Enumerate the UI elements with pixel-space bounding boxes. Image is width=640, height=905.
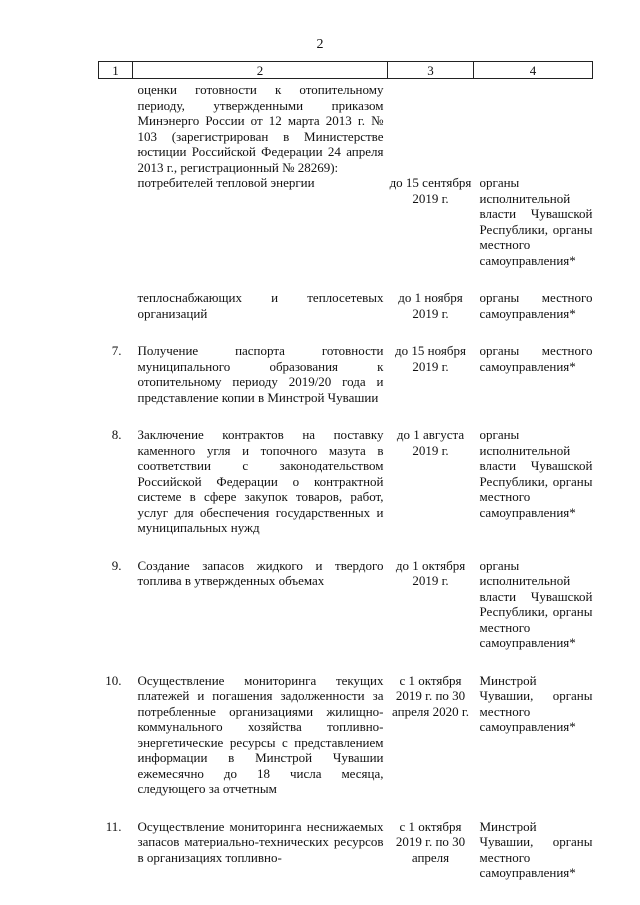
- row-executors: органы исполнительной власти Чувашской Республики, органы местного самоуправления*: [479, 427, 593, 520]
- row-deadline: до 15 ноября 2019 г.: [395, 343, 466, 374]
- row-description: Осуществление мониторинга текущих платежей и погашения задолженности за потребленные организациями жилищно-коммунального хозяйства топливно-энергетические ресурсы с представлением информации в Минстрой Чувашии ежемесячно до 18 числа месяца, следующего за отчетным: [137, 672, 384, 796]
- table-row: [99, 79, 593, 176]
- row-spacer: [99, 536, 593, 558]
- row-deadline: до 1 ноября 2019 г.: [398, 290, 463, 321]
- row-executors: органы исполнительной власти Чувашской Республики, органы местного самоуправления*: [479, 557, 593, 650]
- table-row: [99, 290, 593, 321]
- row-deadline: до 1 августа 2019 г.: [396, 427, 465, 458]
- row-deadline: до 1 октября 2019 г.: [395, 557, 466, 588]
- row-number: 10.: [105, 672, 122, 688]
- row-deadline: до 15 сентября 2019 г.: [389, 175, 472, 206]
- table-row: [99, 558, 593, 651]
- row-number: [99, 79, 133, 176]
- row-deadline: с 1 октября 2019 г. по 30 апреля 2020 г.: [392, 672, 469, 719]
- column-header-1: 1: [99, 62, 133, 79]
- row-spacer: [99, 651, 593, 673]
- column-header-3: 3: [388, 62, 474, 79]
- row-description: теплоснабжающих и теплосетевых организаций: [137, 290, 384, 321]
- page-number: 2: [316, 37, 324, 52]
- table-header-row: [99, 62, 593, 79]
- row-description: Осуществление мониторинга неснижаемых запасов материально-технических ресурсов в организациях топливно-: [137, 818, 384, 865]
- row-executors: [474, 79, 593, 176]
- row-number: [99, 290, 133, 321]
- row-deadline: с 1 октября 2019 г. по 30 апреля: [395, 818, 466, 865]
- row-executors: органы исполнительной власти Чувашской Республики, органы местного самоуправления*: [479, 175, 593, 268]
- row-executors: органы местного самоуправления*: [479, 343, 593, 374]
- row-executors: Минстрой Чувашии, органы местного самоуправления*: [479, 818, 593, 880]
- row-spacer: [99, 268, 593, 290]
- row-spacer: [99, 321, 593, 343]
- row-number: 7.: [111, 343, 122, 358]
- activities-table: [98, 61, 593, 881]
- row-number: 9.: [111, 557, 122, 573]
- table-row: [99, 175, 593, 268]
- row-number: 11.: [105, 818, 122, 834]
- table-row: [99, 427, 593, 536]
- column-header-2: 2: [133, 62, 388, 79]
- row-executors: Минстрой Чувашии, органы местного самоуправления*: [479, 672, 593, 734]
- row-number: 8.: [111, 427, 122, 442]
- row-number: [99, 175, 133, 268]
- row-executors: органы местного самоуправления*: [479, 290, 593, 321]
- column-header-4: 4: [474, 62, 593, 79]
- row-spacer: [99, 405, 593, 427]
- table-row: [99, 343, 593, 405]
- table-row: [99, 819, 593, 881]
- row-deadline: [388, 79, 474, 176]
- row-description: потребителей тепловой энергии: [137, 175, 315, 190]
- row-spacer: [99, 797, 593, 819]
- row-description: Получение паспорта готовности муниципального образования к отопительному периоду 2019/20 года и представление копии в Минстрой Чувашии: [137, 343, 384, 405]
- row-description: оценки готовности к отопительному периоду, утвержденными приказом Минэнерго России от 12 марта 2013 г. № 103 (зарегистрирован в Министерстве юстиции Российской Федерации 24 апреля 2013 г., регистрационный № 28269):: [137, 82, 384, 175]
- table-row: [99, 673, 593, 797]
- row-description: Заключение контрактов на поставку каменного угля и топочного мазута в соответствии с законодательством Российской Федерации о контрактной системе в сфере закупок товаров, работ, услуг для обеспечения государственных и муниципальных нужд: [137, 427, 384, 535]
- row-description: Создание запасов жидкого и твердого топлива в утвержденных объемах: [137, 557, 384, 588]
